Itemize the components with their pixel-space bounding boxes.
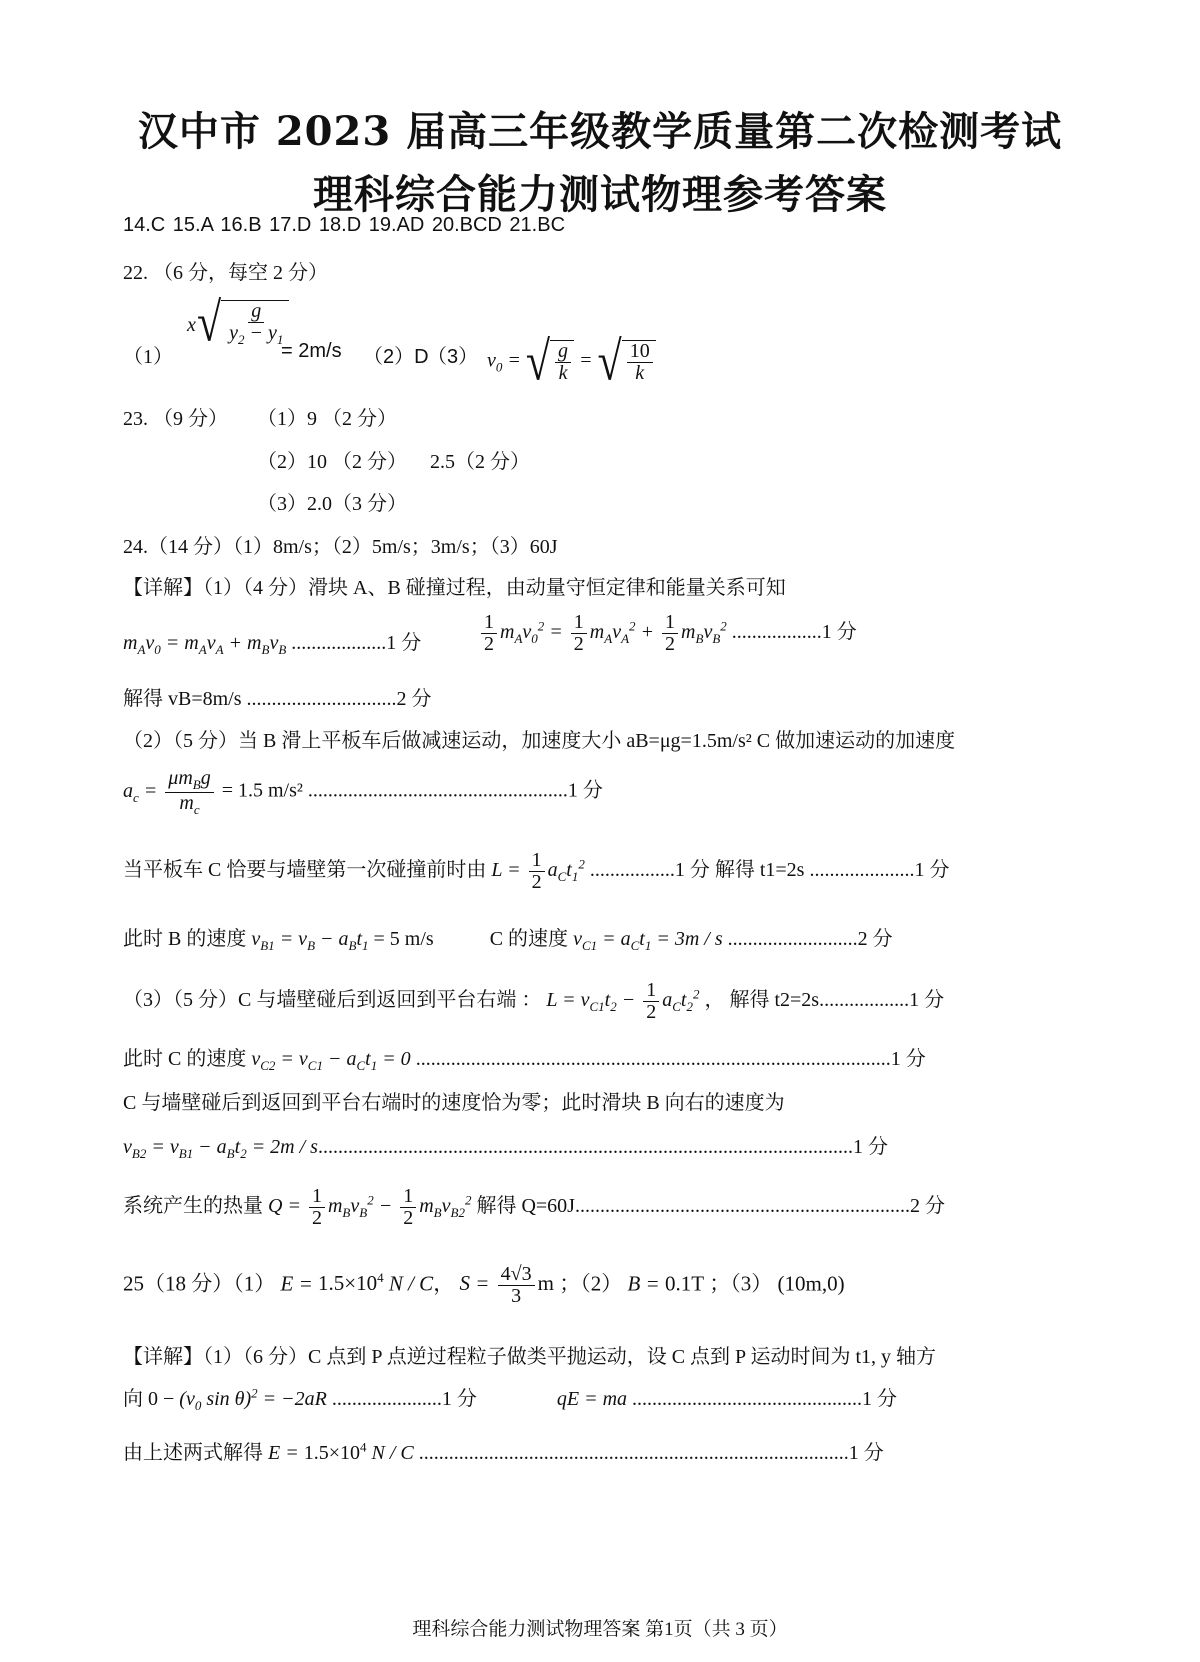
q25-direction-line: 向 $0 - (v_0$ sin θ)$^2$ = −2aR ......................1 分 qE = ma ..............................................1 分 [123, 1385, 898, 1413]
q24-momentum-eq: $m_Av_0 = m_Av_A + m_Bv_B$ ...................1 分 [123, 632, 422, 657]
multiple-choice-answers: 14.C 15.A 16.B 17.D 18.D 19.AD 20.BCD 21.BC [123, 214, 566, 236]
q24-part3-text: （3）（5 分）C 与墙壁碰后到返回到平台右端 ： [123, 989, 542, 1012]
q24-t1-text: 当平板车 C 恰要与墙壁第一次碰撞前时由 [123, 859, 487, 882]
q23-heading: 23. （9 分） [123, 408, 228, 430]
q24-c-text: C 与墙壁碰后到返回到平台右端时的速度恰为零；此时滑块 B 向右的速度为 [123, 1092, 785, 1114]
q25-e-score: ......................................................................................1 分 [418, 1442, 884, 1464]
q22-part2-answer: （2）D [363, 346, 429, 368]
q24-heat-score: 解得 Q=60J...................................................................2 分 [476, 1195, 945, 1218]
q24-detail-1: 【详解】（1）（4 分）滑块 A、B 碰撞过程，由动量守恒定律和能量关系可知 [123, 577, 786, 599]
q23-part1: （1）9 （2 分） [257, 408, 397, 430]
q25-e-prefix: 由上述两式解得 [123, 1442, 263, 1464]
q24-t1-score: .................1 分 解得 t1=2s .....................1 分 [589, 859, 950, 882]
q23-part2b: 2.5（2 分） [430, 451, 530, 473]
q25-part3-answer: (10m,0) [777, 1271, 845, 1296]
q24-score-2: ..................1 分 [731, 621, 857, 644]
q24-vb2-line: $v_{B2} = v_{B1} - a_Bt_2 = 2m / s...........................................................................................................1$ 分 [123, 1136, 888, 1161]
q24-t1-line: 当平板车 C 恰要与墙壁第一次碰撞前时由 L = $\frac{1}{2}$ $a_Ct_1^2$ .................1 分 解得 t1=2s .....................1 分 [123, 849, 950, 893]
q24-vc2-label: 此时 C 的速度 [123, 1048, 247, 1070]
q22-v0-formula: $v_0$ = √ $\frac{g}{k}$ = √ $\frac{10}{k}$ [487, 340, 656, 384]
q22-sqrt-formula: √ $\frac{g}{y_2 - y_1}$ [197, 300, 289, 347]
q24-vb2-score: ...........................................................................................................1 分 [317, 1136, 888, 1158]
q24-vb1-value: = 5 m/s [373, 928, 434, 950]
q24-part2-text: （2）（5 分）当 B 滑上平板车后做减速运动，加速度大小 aB=μg=1.5m/s² C 做加速运动的加速度 [123, 730, 956, 752]
q24-vb1-label: 此时 B 的速度 [123, 928, 247, 950]
q22-part3-label: （3） [427, 346, 479, 368]
q22-heading: 22. （6 分，每空 2 分） [123, 262, 328, 284]
q24-vc2-line: 此时 C 的速度 $v_{C2} = v_{C1} - a_Ct_1 = 0$ ...............................................................................................1 分 [123, 1048, 926, 1073]
q23-part2a: （2）10 （2 分） [257, 451, 407, 473]
q23-part3: （3）2.0（3 分） [257, 493, 407, 515]
q25-score-2: ..............................................1 分 [632, 1388, 898, 1410]
q24-solve-vb: 解得 vB=8m/s ..............................2 分 [123, 688, 432, 710]
q24-heading: 24.（14 分）（1）8m/s；（2）5m/s；3m/s；（3）60J [123, 536, 558, 558]
q24-vc2-score: ...............................................................................................1 分 [415, 1048, 926, 1070]
sub-title: 理科综合能力测试物理参考答案 [313, 171, 887, 218]
q24-ac-eq: $a_c$ = $\frac{\mu m_Bg}{m_c}$ = 1.5 m/s² ....................................................1 分 [123, 767, 603, 817]
main-title: 汉中市 2023 届高三年级教学质量第二次检测考试 [137, 108, 1063, 155]
q24-vb1-line: 此时 B 的速度 $v_{B1} = v_B - a_Bt_1 = 5$ m/s C 的速度 $v_{C1} = a_Ct_1 = 3m / s$ ..........................2 分 [123, 928, 893, 953]
q24-t2-score: ， 解得 t2=2s..................1 分 [704, 989, 945, 1012]
q22-formula-x: x [187, 314, 196, 336]
q25-heading: 25（18 分）（1） [123, 1271, 276, 1296]
q24-energy-eq: $\frac{1}{2}$ $m_Av_0^2$ = $\frac{1}{2}$ $m_Av_A^2$ + $\frac{1}{2}$ $m_Bv_B^2$ ..................1 分 [478, 612, 857, 655]
q25-dir-prefix: 向 [123, 1388, 143, 1410]
q24-score-1: ...................1 分 [291, 632, 422, 654]
q24-vc1-label: C 的速度 [489, 928, 569, 950]
q24-heat-line: 系统产生的热量 Q = $\frac{1}{2}$ $m_Bv_B^2$ − $\frac{1}{2}$ $m_Bv_{B2}^2$ 解得 Q=60J...................................................................2 分 [123, 1185, 945, 1229]
q24-part3-line: （3）（5 分）C 与墙壁碰后到返回到平台右端 ： $L = v_{C1}t_2$ − $\frac{1}{2}$ $a_Ct_2^2$ ， 解得 t2=2s..................1 分 [123, 979, 945, 1023]
page-footer: 理科综合能力测试物理答案 第1页（共 3 页） [412, 1619, 788, 1640]
q22-part1-result: = 2m/s [281, 340, 342, 362]
q25-part3-label: ；（3） [709, 1271, 773, 1296]
q22-part1-label: （1） [123, 346, 173, 368]
q24-heat-label: 系统产生的热量 [123, 1195, 263, 1218]
q25-part2-label: ；（2） [559, 1271, 623, 1296]
q25-heading-line: 25（18 分）（1） $E = 1.5\times 10^4$ N / C， S = $\frac{4√3}{3}$ m ；（2） B = 0.1T ；（3） (10m,0) [123, 1263, 845, 1307]
q24-vc1-score: ..........................2 分 [727, 928, 893, 950]
q25-e-line: 由上述两式解得 $E = 1.5\times 10^4$ N / C ......................................................................................1 分 [123, 1439, 884, 1464]
q24-ac-result: = 1.5 m/s² ....................................................1 分 [221, 779, 603, 802]
q25-detail-1: 【详解】（1）（6 分）C 点到 P 点逆过程粒子做类平抛运动，设 C 点到 P 运动时间为 t1, y 轴方 [123, 1346, 936, 1368]
q25-score-1: ......................1 分 [331, 1388, 477, 1410]
